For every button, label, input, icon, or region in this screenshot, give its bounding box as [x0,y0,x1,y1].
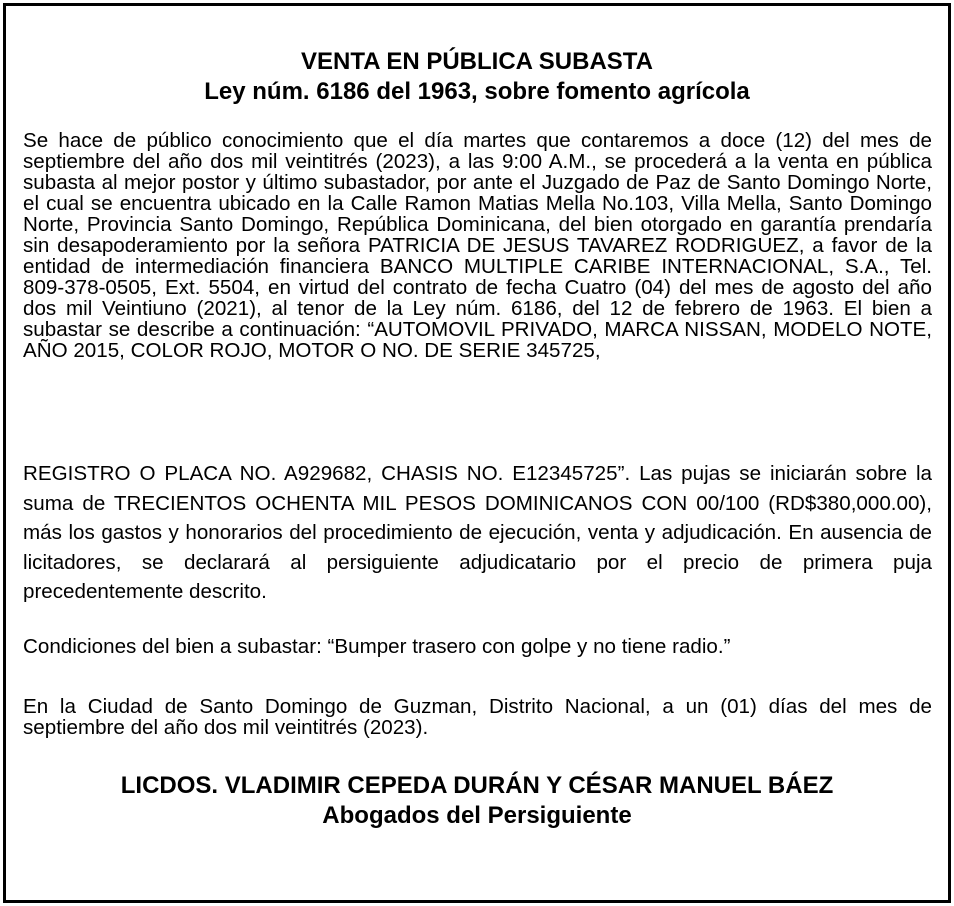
notice-paragraph-place-date: En la Ciudad de Santo Domingo de Guzman, Distrito Nacional, a un (01) días del mes de septiembre del año dos mil veintitrés (2023). [23,695,932,739]
notice-subtitle: Ley núm. 6186 del 1963, sobre fomento agrícola [204,78,750,105]
signature-names: LICDOS. VLADIMIR CEPEDA DURÁN Y CÉSAR MANUEL BÁEZ [120,772,834,799]
notice-title: VENTA EN PÚBLICA SUBASTA [300,48,653,75]
legal-notice [3,3,951,903]
notice-paragraph-main-continued: REGISTRO O PLACA NO. A929682, CHASIS NO. E12345725”. Las pujas se iniciarán sobre la suma de TRECIENTOS OCHENTA MIL PESOS DOMINICANOS CON 00/100 (RD$380,000.00), más los gastos y honorarios del procedimiento de ejecución, venta y adjudicación. En ausencia de licitadores, se declarará al persiguiente adjudicatario por el precio de primera puja precedentemente descrito. [23,462,932,603]
notice-paragraph-main: Se hace de público conocimiento que el día martes que contaremos a doce (12) del mes de septiembre del año dos mil veintitrés (2023), a las 9:00 A.M., se procederá a la venta en pública subasta al mejor postor y último subastador, por ante el Juzgado de Paz de Santo Domingo Norte, el cual se encuentra ubicado en la Calle Ramon Matias Mella No.103, Villa Mella, Santo Domingo Norte, Provincia Santo Domingo, República Dominicana, del bien otorgado en garantía prendaría sin desapoderamiento por la señora PATRICIA DE JESUS TAVAREZ RODRIGUEZ, a favor de la entidad de intermediación financiera BANCO MULTIPLE CARIBE INTERNACIONAL, S.A., Tel. 809-378-0505, Ext. 5504, en virtud del contrato de fecha Cuatro (04) del mes de agosto del año dos mil Veintiuno (2021), al tenor de la Ley núm. 6186, del 12 de febrero de 1963. El bien a subastar se describe a continuación: “AUTOMOVIL PRIVADO, MARCA NISSAN, MODELO NOTE, AÑO 2015, COLOR ROJO, MOTOR O NO. DE SERIE 345725, [23,129,932,362]
signature-role: Abogados del Persiguiente [322,802,632,829]
notice-paragraph-conditions: Condiciones del bien a subastar: “Bumper trasero con golpe y no tiene radio.” [23,635,731,658]
